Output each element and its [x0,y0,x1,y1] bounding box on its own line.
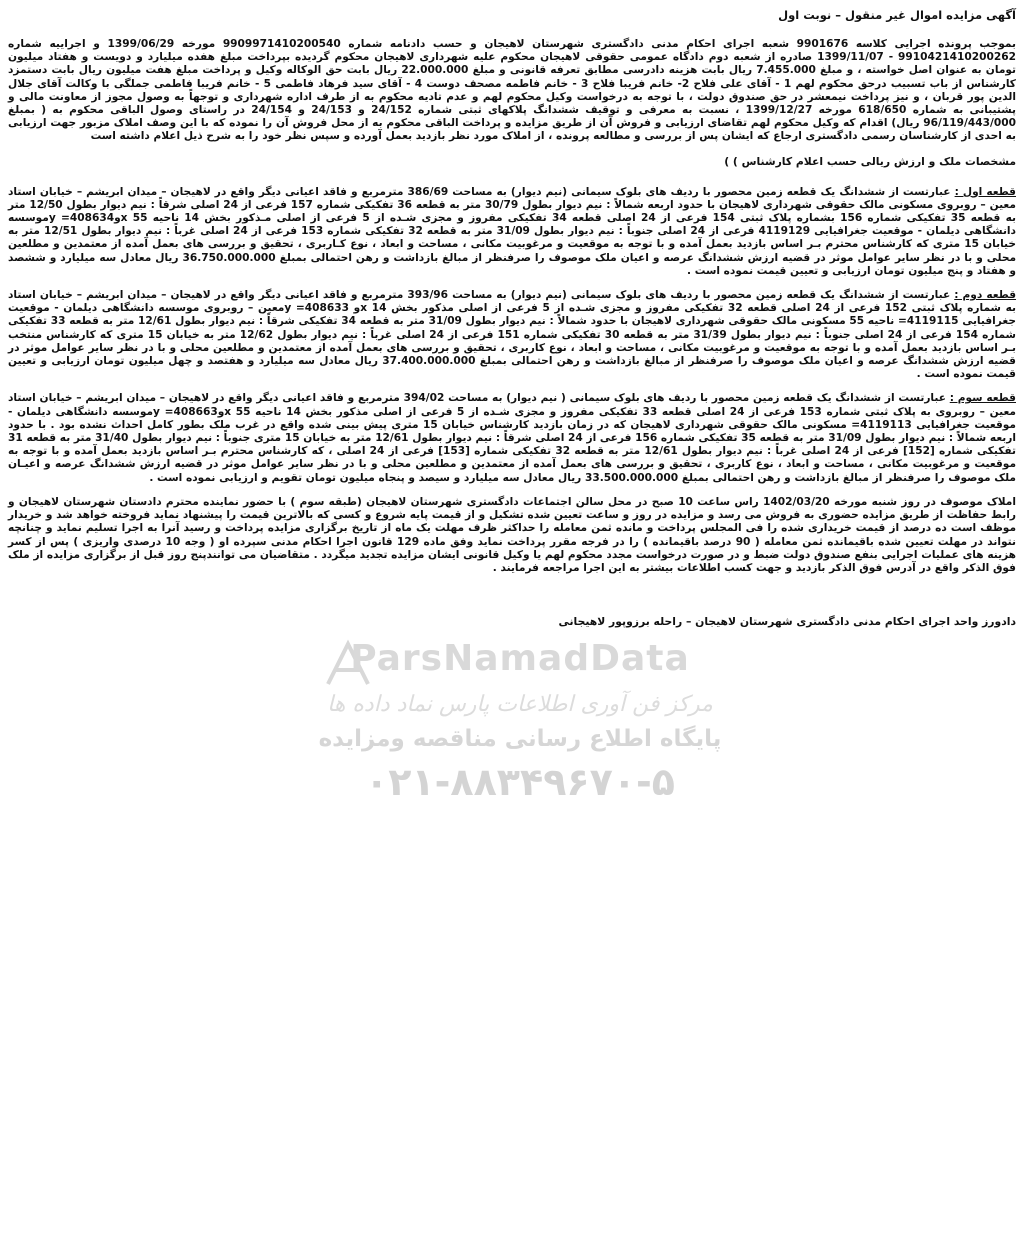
specs-heading: مشخصات ملک و ارزش ریالی حسب اعلام کارشناس ) ) [724,154,1016,168]
watermark-line-2: پایگاه اطلاع رسانی مناقصه ومزایده [318,726,722,752]
lot-1-paragraph [8,186,1016,278]
watermark-latin: ParsNamadData [350,638,690,679]
lot-3-paragraph [8,392,1016,484]
signature-line: دادورز واحد اجرای احکام مدنی دادگستری شهرستان لاهیجان – راحله برزوپور لاهیجانی [558,615,1016,629]
lot-2-body: عبارتست از ششدانگ یک قطعه زمین محصور با ردیف های بلوک سیمانی (نیم دیوار) به مساحت 393/96 مترمربع و فاقد اعیانی دیگر واقع در لاهیجان – میدان ابریشم – خیابان استاد به شماره پلاک ثبتی 152 فرعی از 24 اصلی قطعه 32 تفکیکی مفروز و مجزی شـده از 5 فرعی از اصلی مذکور بخش 14 xو 408633= yمعین – روبروی موسسه دانشگاهی دیلمان - موقعیت جغرافیایی 4119115= ناحیه 55 مسکونی مالک حقوقی شهرداری لاهیجان با حدود شمالاً : نیم دیوار بطول 31/09 متر به قطعه 34 تفکیکی شرقاً : نیم دیوار بطول 12/61 متر به قطعه 33 تفکیکی شماره 154 فرعی از 24 اصلی جنوباً : نیم دیوار بطول 31/39 متر به قطعه 30 تفکیکی شماره 151 فرعی از 24 اصلی غرباً : نیم دیوار بطول 12/62 متر به خیابان 15 متری که کارشناس منتخب بـر اساس بازدید بعمل آمده و با توجه به موقعیت و مرغوبیت مکانی ، مساحت و ابعاد ، نوع کاربری ، تحقیق و بررسی های بعمل آمده از معتمدین و مطلعین محلی و با در نظر سایر عوامل موثر در قضیه ارزش ششدانگ عرصه و اعیان ملک موصوف را صرفنظر از مبالغ بازداشت و رهن احتمالی بمبلغ 37.400.000.000 ریال معادل سه میلیارد و هفتصد و چهل میلیون تومان ارزیابی و تعیین قیمت نموده است . [8,289,1017,381]
lot-2-title: قطعه دوم : [954,289,1017,302]
lot-1-body: عبارتست از ششدانگ یک قطعه زمین محصور با ردیف های بلوک سیمانی (نیم دیوار) به مساحت 386/69 مترمربع و فاقد اعیانی دیگر واقع در لاهیجان – میدان ابریشم – خیابان استاد معین – روبروی مسکونی مالک حقوقی شهرداری لاهیجان با حدود اربعه شمالاً : نیم دیوار بطول 30/79 متر به قطعه 36 تفکیکی شماره 157 فرعی از 24 اصلی شرقاً : نیم دیوار بطول 12/50 متر به قطعه 35 تفکیکی شماره 156 بشماره پلاک ثبتی 154 فرعی از 24 اصلی قطعه 34 تفکیکی مفروز و مجزی شـده از 5 فرعی از اصلی مـذکور بخش 14 ناحیه 55 xو408634= yموسسه دانشگاهی دیلمان - موقعیت جغرافیایی 4119129 فرعی از 24 اصلی جنوباً : نیم دیوار بطول 31/09 متر به قطعه 32 تفکیکی شماره 153 فرعی از 24 اصلی غرباً : نیم دیوار بطول 12/51 متر به خیابان 15 متری که کارشناس محترم بـر اساس بازدید بعمل آمده و با توجه به موقعیت و مرغوبیت مکانی ، مساحت و ابعاد ، نوع کـاربری ، تحقیق و بررسی های بعمل آمده از معتمدین و مطلعین محلی و با در نظر سایر عوامل موثر در قضیه ارزش ششدانگ عرصه و اعیان ملک موصوف را صرفنظر از مبالغ بازداشت و رهن احتمالی بمبلغ 36.750.000.000 ریال معادل سه میلیارد و ششصد و هفتاد و پنج میلیون تومان ارزیابی و تعیین قیمت نموده است . [8,185,1017,277]
lot-1-title: قطعه اول : [954,185,1016,198]
watermark-phone: ۰۲۱-۸۸۳۴۹۶۷۰-۵ [365,760,675,804]
intro-paragraph: بموجب پرونده اجرایی کلاسه 9901676 شعبه اجرای احکام مدنی دادگستری شهرستان لاهیجان و حسب دادنامه شماره 9909971410200540 مورخه 1399/06/29 و اجراییه شماره 9910421410200262 - 1399/11/07 صادره از شعبه دوم دادگاه عمومی حقوقی لاهیجان محکوم علیه شهرداری لاهیجان محکوم گردیده بپرداخت مبلغ هفده میلیارد و دویست و هفتاد میلیون تومان به عنوان اصل خواسته ، و مبلغ 7.455.000 ریال بابت هزینه دادرسی مطابق تعرفه قانونی و مبلغ 22.000.000 ریال بابت حق الوکاله وکیل و پرداخت مبلغ هفت میلیون ریال بابت دستمزد کارشناس از باب تسبیب درحق محکوم لهم 1 - آقای علی فلاح 2- خانم فریبا فلاح 3 - خانم فاطمه مصحف دوست 4 - آقای سید فرهاد فاطمی 5 - خانم فریبا فاطمی جملگی با وکالت آقای جلال الدین پور قربان ، و نیز پرداخت نیمعشر در حق صندوق دولت ، با توجه به درخواست وکیل محکوم لهم و عدم تادیه محکوم به از طرف اداره شهرداری و توجهاً به وصول مجوز از معاونت مالی و پشتیبانی به شماره 618/650 مورخه 1399/12/27 ، نسبت به معرفی و توقیف ششدانگ پلاکهای ثبتی شماره 24/152 و 24/153 و 24/154 در راستای وصول الباقی محکوم به ( بمبلغ 96/119/443/000 ریال) اقدام که وکیل محکوم لهم تقاضای ارزیابی و فروش آن از طریق مزایده و پرداخت الباقی محکوم به از محل فروش آن را نموده که با این وصف املاک مزبور جهت ارزیابی به احدی از کارشناسان رسمی دادگستری ارجاع که ایشان پس از بررسی و مطالعه پرونده ، از املاک مورد نظر بازدید بعمل آورده و سپس نظر خود را به شرح ذیل اعلام داشته است [8,38,1016,143]
lot-3-title: قطعه سوم : [949,392,1016,405]
watermark-line-1: مرکز فن آوری اطلاعات پارس نماد داده ها [327,692,713,717]
lot-3-body: عبارتست از ششدانگ یک قطعه زمین محصور با ردیف های بلوک سیمانی ( نیم دیوار) به مساحت 394/02 مترمربع و فاقد اعیانی دیگر واقع در لاهیجان – میدان ابریشم – خیابان استاد معین – روبروی به پلاک ثبتی شماره 153 فرعی از 24 اصلی قطعه 33 تفکیکی مفروز و مجزی شـده از 5 فرعی از اصلی مذکور بخش 14 ناحیه 55 xو408663= yموسسه دانشگاهی دیلمان - موقعیت جغرافیایی 4119113= مسکونی مالک حقوقی شهرداری لاهیجان که در زمان بازدید کارشناس خیابان 15 متری پیش بینی شده واقع در غرب ملک بطور کامل احداث نشده بود . با حدود اربعه شمالاً : نیم دیوار بطول 31/09 متر به قطعه 35 تفکیکی شماره 156 فرعی از 24 اصلی شرقاً : نیم دیوار بطول 12/61 متر به خیابان 15 متری جنوباً : نیم دیوار بطول 31/40 متر به قطعه 31 تفکیکی شماره [152] فرعی از 24 اصلی غرباً : نیم دیوار بطول 12/61 متر به قطعه 32 تفکیکی شماره [153] فرعی از 24 اصلی ، که کارشناس محترم بـر اساس بازدید بعمل آمده و با توجه به موقعیت و مرغوبیت مکانی ، مساحت و ابعاد ، نوع کاربری ، تحقیق و بررسی های بعمل آمده از معتمدین و مطلعین محلی و با در نظر سایر عوامل موثر در قضیه ارزش ششدانگ عرصه و اعیـان ملک موصوف را صرفنظر از مبالغ بازداشت و رهن احتمالی بمبلغ 33.500.000.000 ریال معادل سه میلیارد و سیصد و پنجاه میلیون تومان تقویم و ارزیابی نموده است . [8,392,1017,484]
notice-headline: آگهی مزایده اموال غیر منقول – نوبت اول [778,8,1016,22]
lot-2-paragraph [8,289,1016,381]
closing-paragraph: املاک موصوف در روز شنبه مورخه 1402/03/20 راس ساعت 10 صبح در محل سالن اجتماعات دادگستری شهرستان لاهیجان (طبقه سوم ) با حضور نماینده محترم دادستان شهرستان لاهیجان و رابط حفاظت از طریق مزایده حضوری به فروش می رسد و مزایده در روز و ساعت تعیین شده تشکیل و از قیمت پایه شروع و کسی که بالاترین قیمت را پیشنهاد نماید فروخته خواهد شد و خریدار موظف است ده درصد از قیمت خریداری شده را فی المجلس پرداخت و مانده ثمن معامله را حداکثر ظرف مهلت یک ماه از تاریخ برگزاری مزایده پرداخت و رسید آنرا به اجرا تسلیم نماید و چنانچه نتواند در مهلت تعیین شده باقیمانده ثمن معامله ( 90 درصد باقیمانده ) را در فرجه مقرر پرداخت نماید وفق ماده 129 قانون اجرا احکام مدنی سپرده او ( وجه 10 درصدی واریزی ) پس از کسر هزینه های عملیات اجرایی بنفع صندوق دولت ضبط و در صورت درخواست مجدد محکوم لهم یا وکیل قانونی ایشان مزایده تجدید میگردد . متقاضیان می توانندپنج روز قبل از برگزاری مزایده از ملک فوق الذکر واقع در آدرس فوق الذکر بازدید و جهت کسب اطلاعات بیشتر به این اجرا مراجعه فرمایند . [8,495,1016,574]
